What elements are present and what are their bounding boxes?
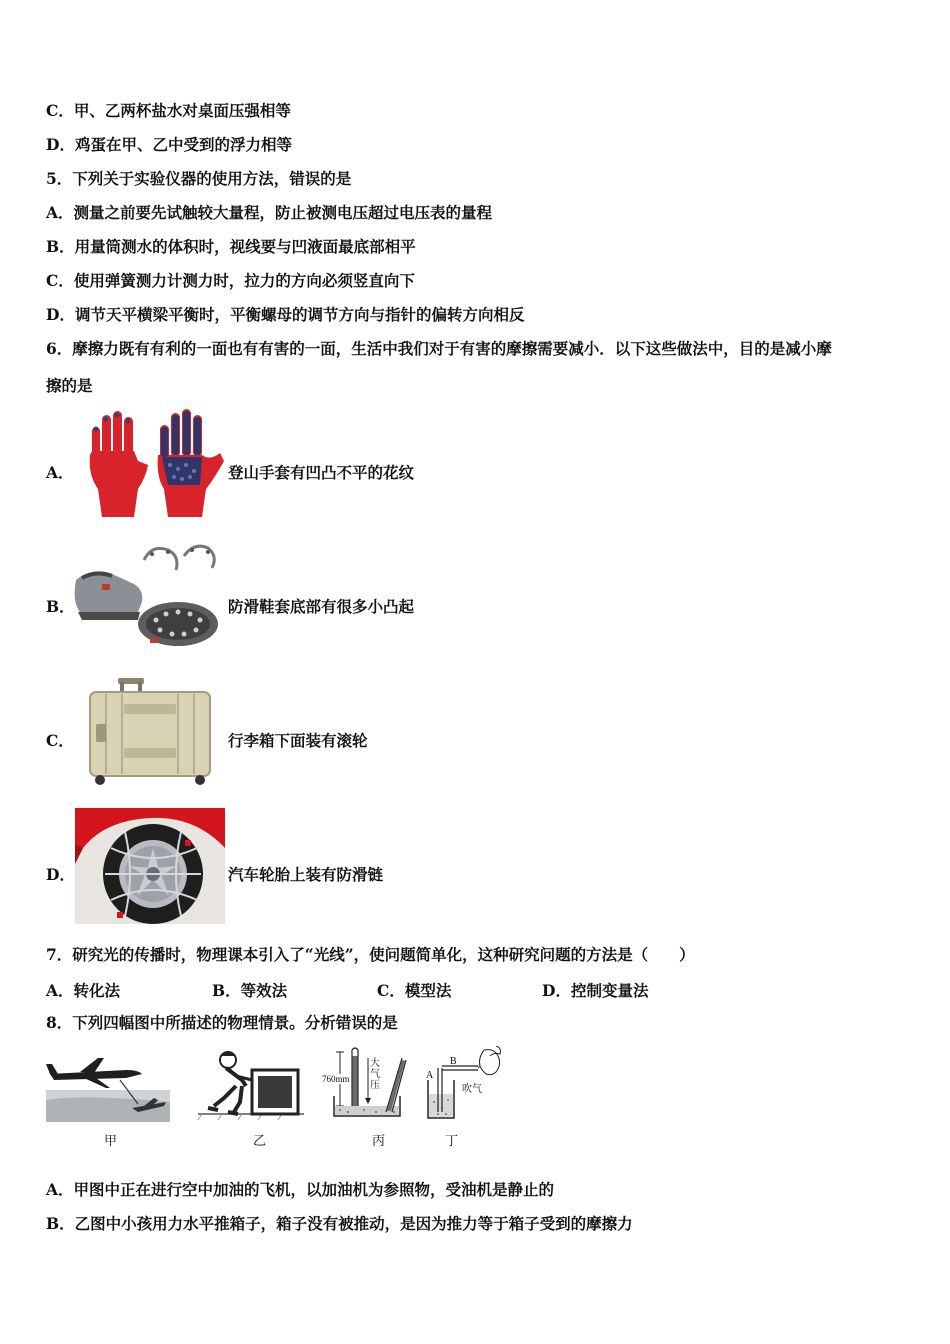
figure-jia-caption: 甲 [104, 1134, 118, 1149]
q8-option-a: A．甲图中正在进行空中加油的飞机，以加油机为参照物，受油机是静止的 [46, 1180, 555, 1199]
figure-jia-aerial-refueling [46, 1046, 170, 1122]
q6-option-c-text: 行李箱下面装有滚轮 [228, 731, 368, 750]
figure-yi-child-pushing-box [196, 1046, 306, 1122]
q6-option-d-text: 汽车轮胎上装有防滑链 [228, 865, 384, 884]
glove-picture [78, 405, 228, 523]
figure-bing-air-pressure-label: 大 气 压 [370, 1058, 380, 1091]
q8-stem: 8．下列四幅图中所描述的物理情景。分析错误的是 [46, 1013, 398, 1032]
figure-bing-height-label: 760mm [322, 1074, 350, 1084]
q7-stem: 7．研究光的传播时，物理课本引入了“光线”，使问题简单化，这种研究问题的方法是（ ） [46, 945, 695, 964]
q6-option-d-letter: D． [46, 865, 75, 884]
q5-option-d: D．调节天平横梁平衡时，平衡螺母的调节方向与指针的偏转方向相反 [46, 305, 525, 324]
q5-stem: 5．下列关于实验仪器的使用方法，错误的是 [46, 169, 352, 188]
tire-chain-picture [75, 808, 225, 924]
q6-stem-line2: 擦的是 [46, 376, 93, 395]
q6-option-b-letter: B． [46, 597, 75, 616]
suitcase-picture [84, 676, 216, 786]
q6-stem-line1: 6．摩擦力既有有利的一面也有有害的一面，生活中我们对于有害的摩擦需要减小．以下这些做法中，目的是减小摩 [46, 339, 832, 358]
figure-ding-caption: 丁 [445, 1134, 459, 1149]
figure-yi-caption: 乙 [253, 1134, 267, 1149]
q5-option-c: C．使用弹簧测力计测力时，拉力的方向必须竖直向下 [46, 271, 415, 290]
q7-option-b: B．等效法 [212, 981, 288, 1000]
q6-option-c-letter: C． [46, 731, 74, 750]
figure-bing-torricelli [320, 1046, 408, 1122]
q4-option-c: C．甲、乙两杯盐水对桌面压强相等 [46, 101, 291, 120]
q7-option-c: C．模型法 [377, 981, 452, 1000]
q6-option-a-letter: A． [46, 463, 74, 482]
q5-option-a: A．测量之前要先试触较大量程，防止被测电压超过电压表的量程 [46, 203, 493, 222]
figure-bing-caption: 丙 [372, 1134, 386, 1149]
q6-option-a-text: 登山手套有凹凸不平的花纹 [228, 463, 415, 482]
q6-option-b-text: 防滑鞋套底部有很多小凸起 [228, 597, 415, 616]
q7-option-d: D．控制变量法 [542, 981, 649, 1000]
q8-option-b: B．乙图中小孩用力水平推箱子，箱子没有被推动，是因为推力等于箱子受到的摩擦力 [46, 1214, 633, 1233]
figure-ding-label-a: A [426, 1070, 434, 1081]
shoe-cover-picture [72, 540, 224, 655]
q4-option-d: D．鸡蛋在甲、乙中受到的浮力相等 [46, 135, 292, 154]
figure-ding-label-b: B [450, 1056, 457, 1067]
figure-ding-label-blow: 吹气 [462, 1084, 482, 1095]
q5-option-b: B．用量筒测水的体积时，视线要与凹液面最底部相平 [46, 237, 416, 256]
q7-option-a: A．转化法 [46, 981, 121, 1000]
